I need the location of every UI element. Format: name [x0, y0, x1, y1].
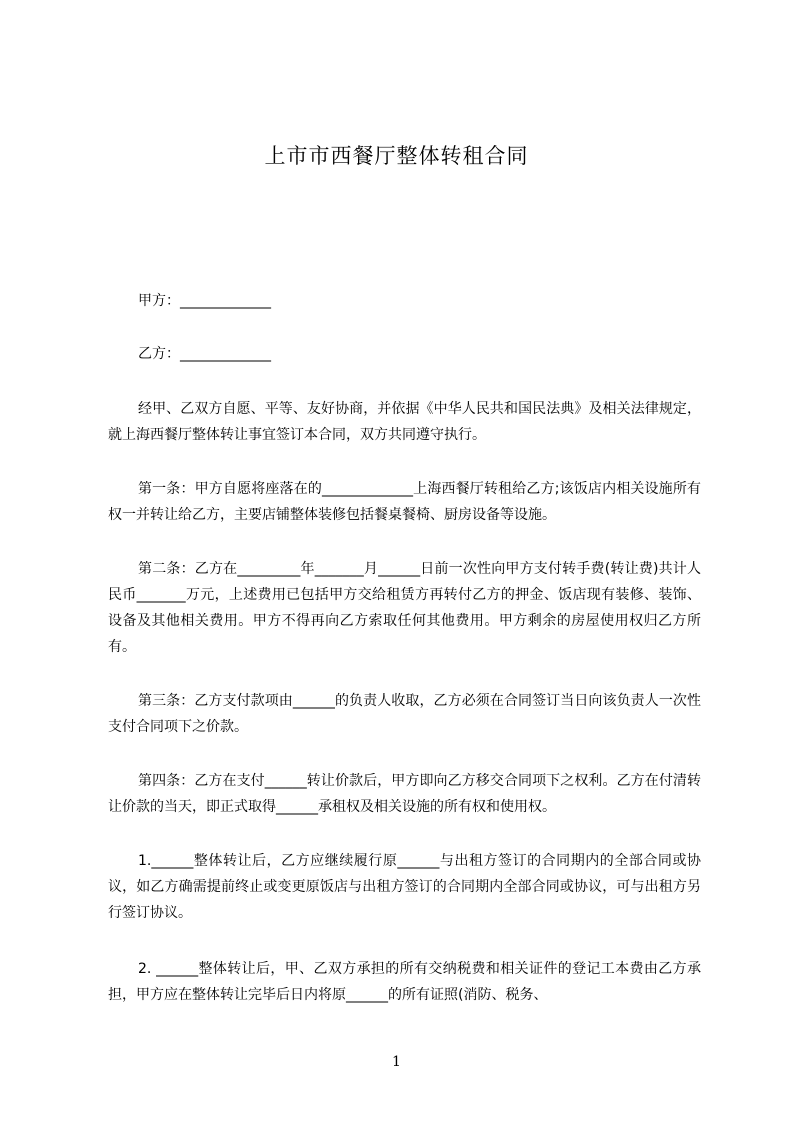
page-number: 1: [392, 1054, 401, 1070]
clause-2-paragraph: 2. ______整体转让后，甲、乙双方承担的所有交纳税费和相关证件的登记工本费由乙方承担，甲方应在整体转让完毕后日内将原______的所有证照(消防、税务、: [108, 961, 701, 1003]
preamble-paragraph: 经甲、乙双方自愿、平等、友好协商，并依据《中华人民共和国民法典》及相关法律规定，就上海西餐厅整体转让事宜签订本合同，双方共同遵守执行。: [108, 401, 701, 443]
article-3-paragraph: 第三条：乙方支付款项由______的负责人收取，乙方必须在合同签订当日向该负责人一次性支付合同项下之价款。: [108, 693, 701, 735]
article-2-paragraph: 第二条：乙方在_________年_______月______日前一次性向甲方支付转手费(转让费)共计人民币_______万元，上述费用已包括甲方交给租赁方再转付乙方的押金、饭店现有装修、装饰、设备及其他相关费用。甲方不得再向乙方索取任何其他费用。甲方剩余的房屋使用权归乙方所有。: [108, 561, 701, 655]
document-title: 上市市西餐厅整体转租合同: [264, 144, 529, 168]
article-4-paragraph: 第四条：乙方在支付______转让价款后，甲方即向乙方移交合同项下之权利。乙方在付清转让价款的当天，即正式取得______承租权及相关设施的所有权和使用权。: [108, 773, 701, 815]
party-b-line: 乙方：_____________: [138, 346, 271, 362]
party-a-line: 甲方：_____________: [138, 293, 271, 309]
article-1-paragraph: 第一条：甲方自愿将座落在的_____________上海西餐厅转租给乙方;该饭店内相关设施所有权一并转让给乙方，主要店铺整体装修包括餐桌餐椅、厨房设备等设施。: [108, 481, 701, 523]
clause-1-paragraph: 1.______整体转让后，乙方应继续履行原______与出租方签订的合同期内的全部合同或协议，如乙方确需提前终止或变更原饭店与出租方签订的合同期内全部合同或协议，可与出租方另行签订协议。: [108, 853, 701, 921]
